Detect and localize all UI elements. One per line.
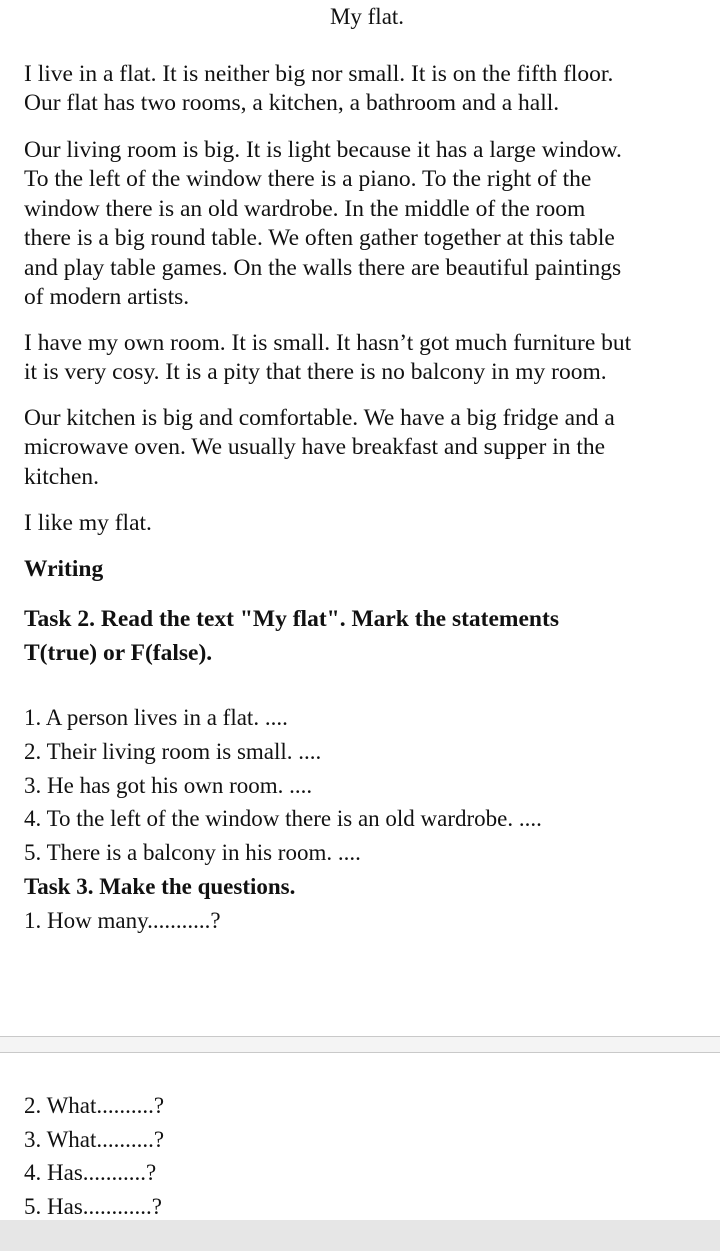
text-line: To the left of the window there is a piano. To the right of the bbox=[24, 166, 592, 193]
text-line: of modern artists. bbox=[24, 284, 190, 311]
writing-heading: Writing bbox=[24, 556, 104, 582]
text-line: Task 2. Read the text "My flat". Mark the statements bbox=[24, 606, 559, 632]
text-line: T(true) or F(false). bbox=[24, 640, 213, 666]
task2-statement: 3. He has got his own room. .... bbox=[24, 773, 313, 798]
text-line: and play table games. On the walls there are beautiful paintings bbox=[24, 254, 622, 281]
document-page-2 bbox=[0, 1053, 720, 1220]
text-line: kitchen. bbox=[24, 463, 100, 490]
task3-heading: Task 3. Make the questions. bbox=[24, 874, 296, 899]
task3-question: 2. What..........? bbox=[24, 1093, 165, 1118]
task3-question: 1. How many...........? bbox=[24, 908, 221, 933]
text-line: Our kitchen is big and comfortable. We have a big fridge and a bbox=[24, 405, 615, 431]
task2-statement: 1. A person lives in a flat. .... bbox=[24, 705, 288, 730]
page-break bbox=[0, 1036, 720, 1053]
text-line: window there is an old wardrobe. In the middle of the room bbox=[24, 195, 586, 222]
page-title: My flat. bbox=[329, 4, 405, 29]
paragraph-own-room bbox=[24, 329, 720, 388]
task3-question: 3. What..........? bbox=[24, 1127, 165, 1152]
text-line: I like my flat. bbox=[24, 510, 152, 536]
text-line: there is a big round table. We often gather together at this table bbox=[24, 225, 615, 252]
paragraph-living-room bbox=[24, 136, 720, 312]
paragraph-kitchen bbox=[24, 404, 720, 492]
paragraph-closing bbox=[24, 509, 720, 538]
task2-statement: 4. To the left of the window there is an old wardrobe. .... bbox=[24, 806, 542, 831]
text-line: I live in a flat. It is neither big nor small. It is on the fifth floor. bbox=[24, 61, 614, 87]
task3-question: 5. Has............? bbox=[24, 1194, 162, 1219]
task3-question: 4. Has...........? bbox=[24, 1160, 157, 1185]
viewer-bottom-bar bbox=[0, 1220, 720, 1251]
text-line: it is very cosy. It is a pity that there is no balcony in my room. bbox=[24, 359, 607, 386]
text-line: Our flat has two rooms, a kitchen, a bathroom and a hall. bbox=[24, 90, 560, 117]
paragraph-intro bbox=[24, 60, 720, 119]
text-line: I have my own room. It is small. It hasn’t got much furniture but bbox=[24, 330, 632, 356]
task2-heading bbox=[24, 602, 720, 670]
task2-statement: 5. There is a balcony in his room. .... bbox=[24, 840, 361, 865]
task2-statement: 2. Their living room is small. .... bbox=[24, 739, 322, 764]
text-line: Our living room is big. It is light because it has a large window. bbox=[24, 137, 622, 163]
text-line: microwave oven. We usually have breakfast and supper in the bbox=[24, 434, 606, 461]
